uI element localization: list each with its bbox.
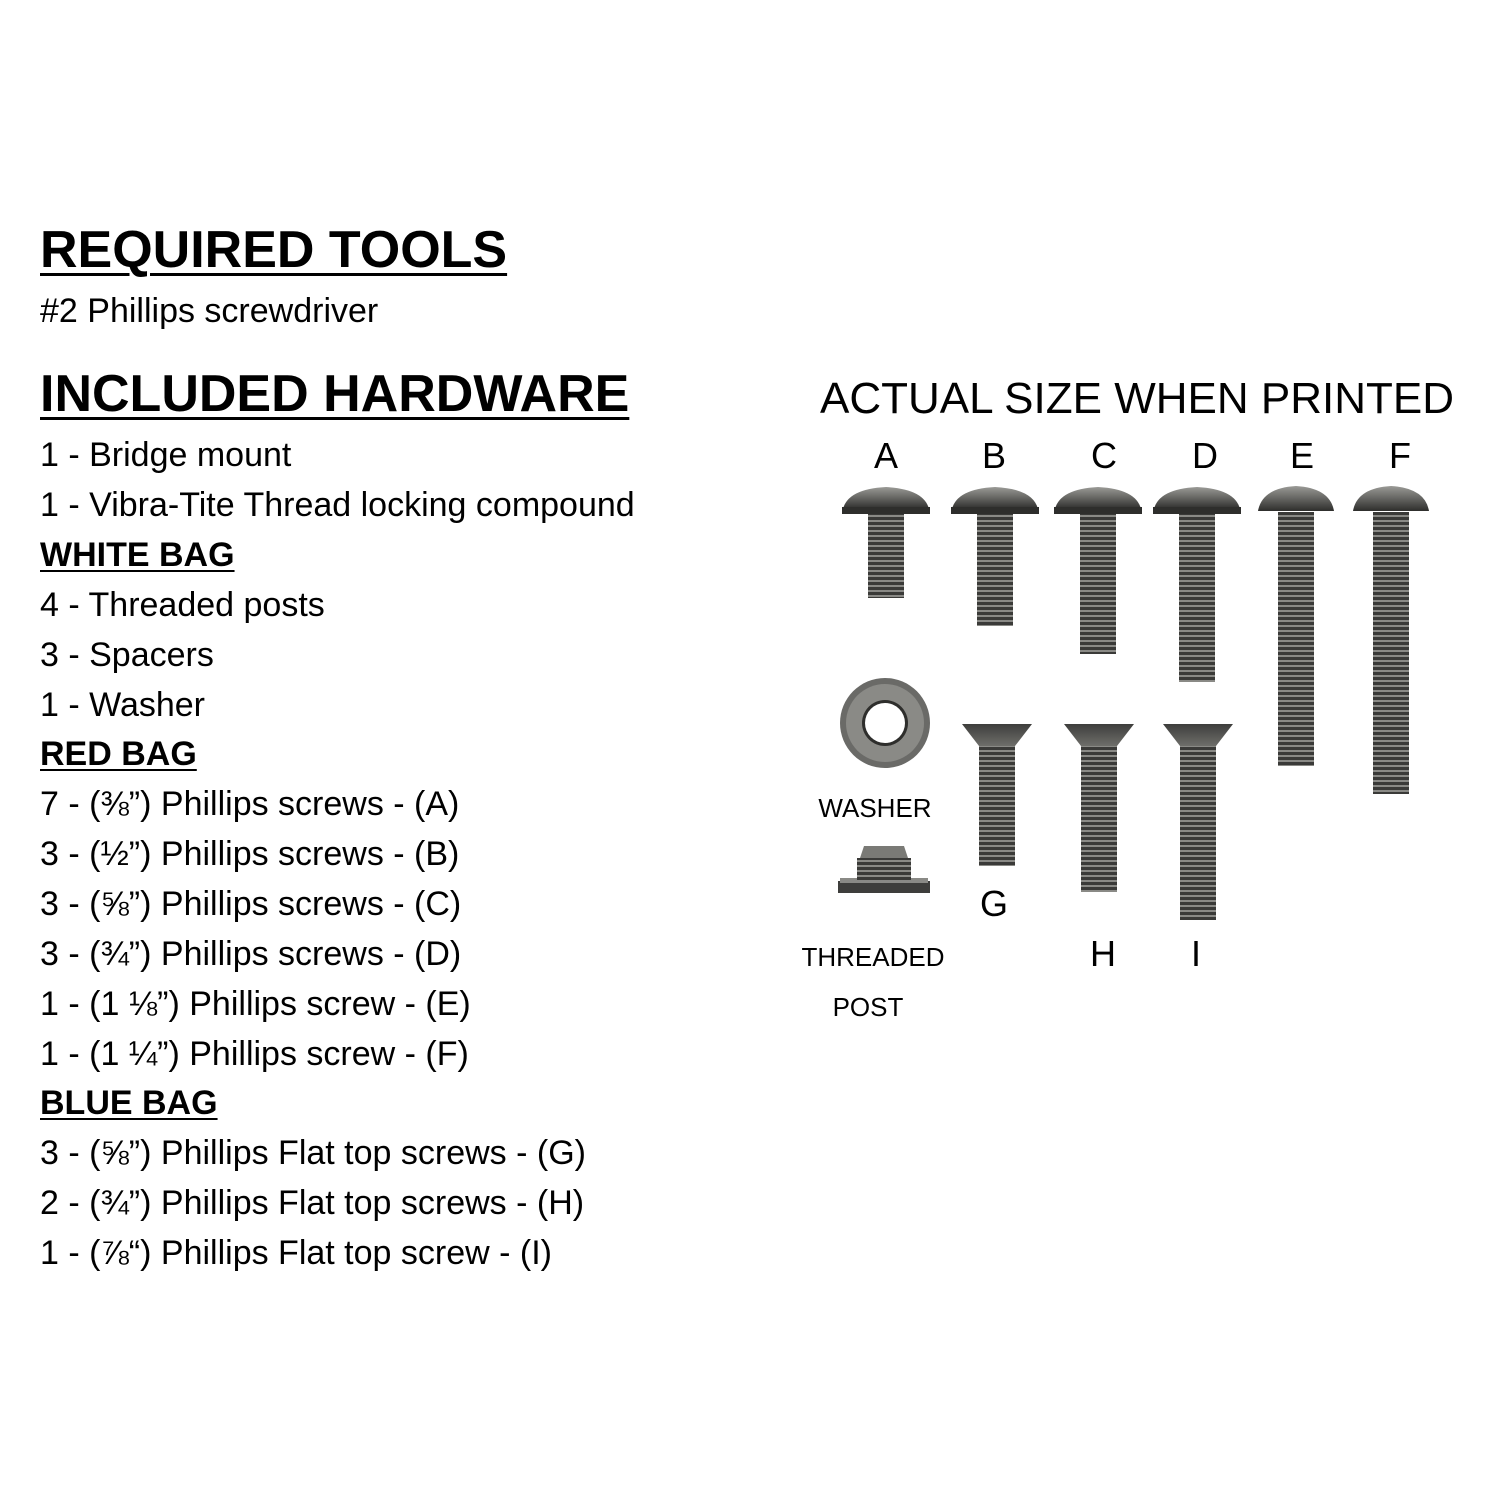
threaded-post-label-line2: POST [832,992,904,1022]
red-bag-item: 3 - (⅝”) Phillips screws - (C) [40,885,462,923]
red-bag-item: 1 - (1 ¼”) Phillips screw - (F) [40,1035,469,1073]
screw-h [1064,724,1134,892]
screw-c [1054,487,1142,654]
white-bag-item: 4 - Threaded posts [40,586,325,624]
hardware-item: 1 - Bridge mount [40,436,292,474]
screw-label-i: I [1190,933,1201,974]
screw-label-f: F [1389,435,1411,476]
screw-label-c: C [1091,435,1117,476]
white-bag-item: 1 - Washer [40,686,206,724]
screw-f [1353,486,1429,794]
screw-i [1163,724,1233,920]
required-tools-heading: REQUIRED TOOLS [40,221,508,279]
screw-e [1258,486,1334,766]
screw-label-e: E [1289,435,1314,476]
blue-bag-label: BLUE BAG [40,1084,218,1122]
included-hardware-heading: INCLUDED HARDWARE [40,365,630,423]
screw-label-g: G [979,883,1008,924]
screw-d [1153,487,1241,682]
blue-bag-item: 2 - (¾”) Phillips Flat top screws - (H) [40,1184,585,1222]
screw-label-d: D [1192,435,1218,476]
red-bag-item: 7 - (⅜”) Phillips screws - (A) [40,785,460,823]
blue-bag-item: 3 - (⅝”) Phillips Flat top screws - (G) [40,1134,586,1172]
washer-label: WASHER [818,793,932,823]
threaded-post-illustration [838,846,930,893]
screw-g [962,724,1032,866]
washer-illustration [840,678,930,768]
screw-label-b: B [981,435,1006,476]
diagram-title: ACTUAL SIZE WHEN PRINTED [820,374,1454,423]
white-bag-label: WHITE BAG [40,536,235,574]
blue-bag-item: 1 - (⅞“) Phillips Flat top screw - (I) [40,1234,552,1272]
screw-label-h: H [1090,933,1116,974]
white-bag-item: 3 - Spacers [40,636,214,674]
screw-label-a: A [873,435,898,476]
screw-a [842,487,930,598]
screw-b [951,487,1039,626]
threaded-post-label-line1: THREADED [801,942,945,972]
red-bag-item: 3 - (¾”) Phillips screws - (D) [40,935,462,973]
hardware-item: 1 - Vibra-Tite Thread locking compound [40,486,635,524]
red-bag-item: 3 - (½”) Phillips screws - (B) [40,835,460,873]
red-bag-item: 1 - (1 ⅛”) Phillips screw - (E) [40,985,471,1023]
tool-item: #2 Phillips screwdriver [40,292,379,330]
red-bag-label: RED BAG [40,735,197,773]
